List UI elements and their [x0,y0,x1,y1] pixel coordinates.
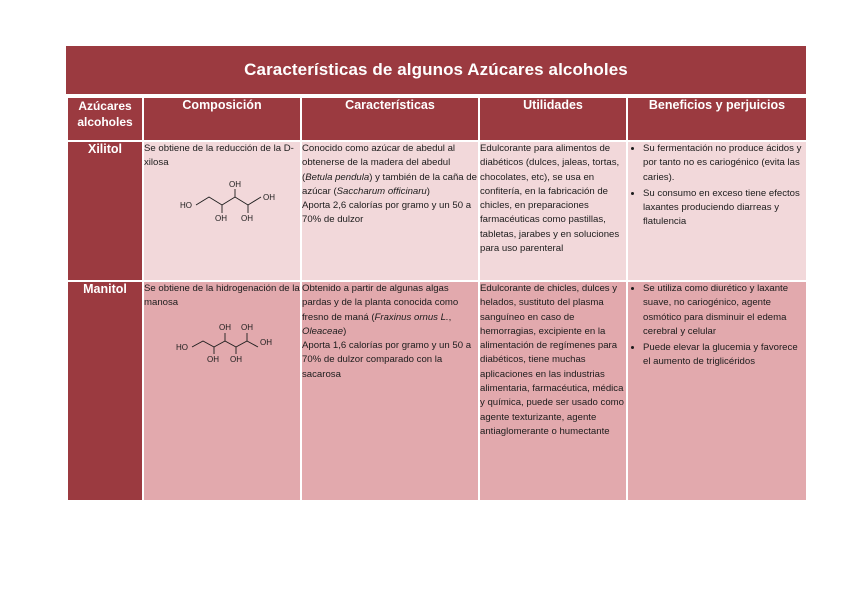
cell-beneficios-xilitol [627,141,807,281]
list-item: • Su fermentación no produce ácidos y por tanto no es cariogénico (evita las caries). [643,142,806,185]
header-beneficios: Beneficios y perjuicios [627,97,807,141]
composicion-text: Se obtiene de la reducción de la D-xilosa [144,143,294,169]
mol-label: OH [241,213,253,223]
caracteristicas-text: Obtenido a partir de algunas algas pardas y de la planta conocida como fresno de maná (Fraxinus ornus L., Oleaceae) [302,283,459,337]
mol-label: OH [207,354,219,364]
caracteristicas-calories: Aporta 1,6 calorías por gramo y un 50 a 70% de dulzor comparado con la sacarosa [302,340,472,380]
sugar-alcohols-table [66,96,808,502]
beneficios-list [628,142,806,230]
cell-composicion-xilitol [143,141,301,281]
mol-label: OH [241,322,253,332]
mol-label: OH [263,192,275,202]
list-item: • Puede elevar la glucemia y favorece el aumento de triglicéridos [643,341,806,370]
list-item: • Se utiliza como diurético y laxante suave, no cariogénico, agente osmótico para disminuir el edema cerebral y celular [643,282,806,339]
mol-label: OH [219,322,231,332]
cell-composicion-manitol [143,281,301,501]
mol-label: OH [230,354,242,364]
table-row-xilitol [67,141,807,281]
beneficios-list [628,282,806,370]
header-azucares-alcoholes [67,97,143,141]
row-name-xilitol: Xilitol [67,141,143,281]
composicion-text: Se obtiene de la hidrogenación de la manosa [144,283,300,309]
header-col0-line1: Azúcares [78,99,132,113]
header-col0-line2: alcoholes [77,115,133,129]
header-composicion: Composición [143,97,301,141]
cell-caracteristicas-xilitol [301,141,479,281]
cell-utilidades-manitol: Edulcorante de chicles, dulces y helados, sustituto del plasma sanguíneo en caso de hemorragias, excipiente en la alimentación de regímenes para diabéticos, tiene muchas aplicaciones en las industrias alimentaria, farmacéutica, médica y química, puede ser usado como agente texturizante, agente antiaglomerante o humectante [479,281,627,501]
mannitol-structure-image [174,321,284,365]
table-row-manitol [67,281,807,501]
row-name-manitol: Manitol [67,281,143,501]
mol-label: OH [260,337,272,347]
table-title: Características de algunos Azúcares alcoholes [66,46,806,96]
list-item: • Su consumo en exceso tiene efectos laxantes produciendo diarreas y flatulencia [643,187,806,230]
mol-label: HO [180,200,192,210]
document-sheet [66,46,806,502]
mol-label: OH [229,180,241,189]
cell-utilidades-xilitol: Edulcorante para alimentos de diabéticos (dulces, jaleas, tortas, chocolates, etc), se usa en confitería, en la fabricación de chicles, en preparaciones farmacéuticas como pastillas, tabletas, jarabes y en soluciones para uso parenteral [479,141,627,281]
header-utilidades: Utilidades [479,97,627,141]
cell-beneficios-manitol [627,281,807,501]
header-row [67,97,807,141]
caracteristicas-text: Conocido como azúcar de abedul al obtenerse de la madera del abedul (Betula pendula) y también de la caña de azúcar (Saccharum officinaru) [302,143,477,197]
mol-label: HO [176,342,188,352]
cell-caracteristicas-manitol [301,281,479,501]
caracteristicas-calories: Aporta 2,6 calorías por gramo y un 50 a 70% de dulzor [302,200,472,226]
xylitol-structure-image [174,181,284,225]
mol-label: OH [215,213,227,223]
header-caracteristicas: Características [301,97,479,141]
